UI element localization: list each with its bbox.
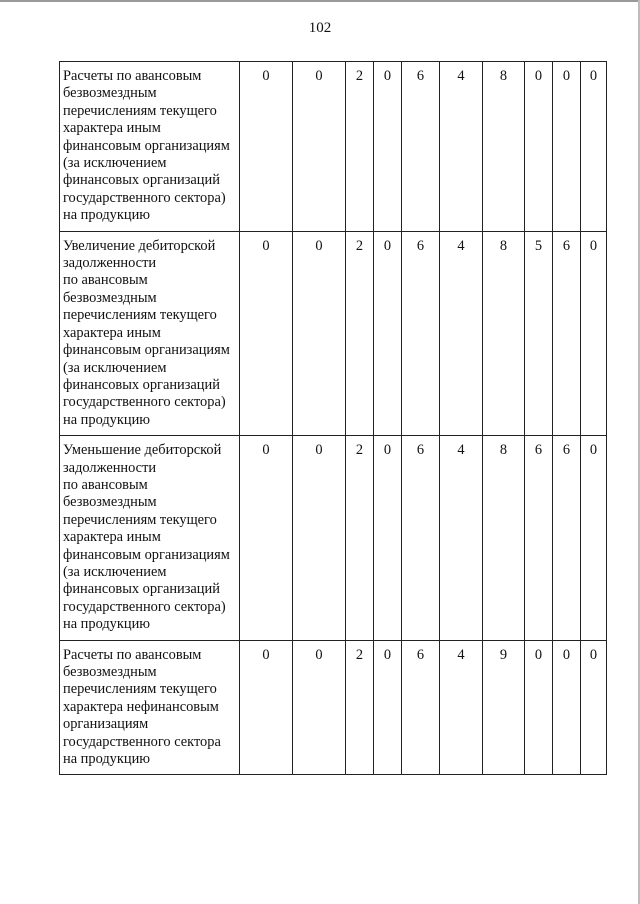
code-digit: 0 xyxy=(240,640,293,775)
page-number: 102 xyxy=(308,20,332,36)
code-digit: 2 xyxy=(346,231,374,435)
code-digit: 0 xyxy=(581,231,607,435)
code-digit: 2 xyxy=(346,640,374,775)
code-digit: 9 xyxy=(483,640,525,775)
code-digit: 0 xyxy=(293,231,346,435)
table-row xyxy=(60,436,607,640)
table-row xyxy=(60,231,607,435)
code-digit: 6 xyxy=(402,62,440,232)
code-digit: 6 xyxy=(553,231,581,435)
code-digit: 6 xyxy=(402,436,440,640)
code-digit: 0 xyxy=(240,436,293,640)
code-digit: 0 xyxy=(374,436,402,640)
code-digit: 4 xyxy=(440,231,483,435)
code-digit: 4 xyxy=(440,640,483,775)
page-edge-top xyxy=(0,0,640,2)
code-digit: 8 xyxy=(483,62,525,232)
table-row xyxy=(60,640,607,775)
code-digit: 0 xyxy=(581,62,607,232)
row-label: Расчеты по авансовым безвозмездным перечислениям текущего характера иным финансовым организациям (за исключением финансовых организаций государственного сектора) на продукцию xyxy=(60,62,240,232)
code-digit: 0 xyxy=(525,640,553,775)
code-digit: 6 xyxy=(553,436,581,640)
code-digit: 6 xyxy=(402,231,440,435)
code-digit: 0 xyxy=(525,62,553,232)
code-digit: 8 xyxy=(483,436,525,640)
row-label: Увеличение дебиторской задолженности по авансовым безвозмездным перечислениям текущего характера иным финансовым организациям (за исключением финансовых организаций государственного сектора) на продукцию xyxy=(60,231,240,435)
row-label: Уменьшение дебиторской задолженности по авансовым безвозмездным перечислениям текущего характера иным финансовым организациям (за исключением финансовых организаций государственного сектора) на продукцию xyxy=(60,436,240,640)
code-digit: 0 xyxy=(553,640,581,775)
table-row xyxy=(60,62,607,232)
row-label: Расчеты по авансовым безвозмездным перечислениям текущего характера нефинансовым организациям государственного сектора на продукцию xyxy=(60,640,240,775)
code-digit: 0 xyxy=(240,62,293,232)
code-digit: 6 xyxy=(402,640,440,775)
code-digit: 0 xyxy=(240,231,293,435)
code-digit: 0 xyxy=(293,436,346,640)
code-digit: 0 xyxy=(581,436,607,640)
code-digit: 0 xyxy=(581,640,607,775)
code-digit: 4 xyxy=(440,62,483,232)
code-digit: 5 xyxy=(525,231,553,435)
code-digit: 0 xyxy=(553,62,581,232)
code-digit: 8 xyxy=(483,231,525,435)
code-digit: 2 xyxy=(346,62,374,232)
code-digit: 4 xyxy=(440,436,483,640)
code-digit: 0 xyxy=(374,640,402,775)
code-digit: 0 xyxy=(374,62,402,232)
code-digit: 6 xyxy=(525,436,553,640)
code-digit: 2 xyxy=(346,436,374,640)
code-digit: 0 xyxy=(374,231,402,435)
account-codes-table xyxy=(59,61,607,775)
code-digit: 0 xyxy=(293,62,346,232)
code-digit: 0 xyxy=(293,640,346,775)
